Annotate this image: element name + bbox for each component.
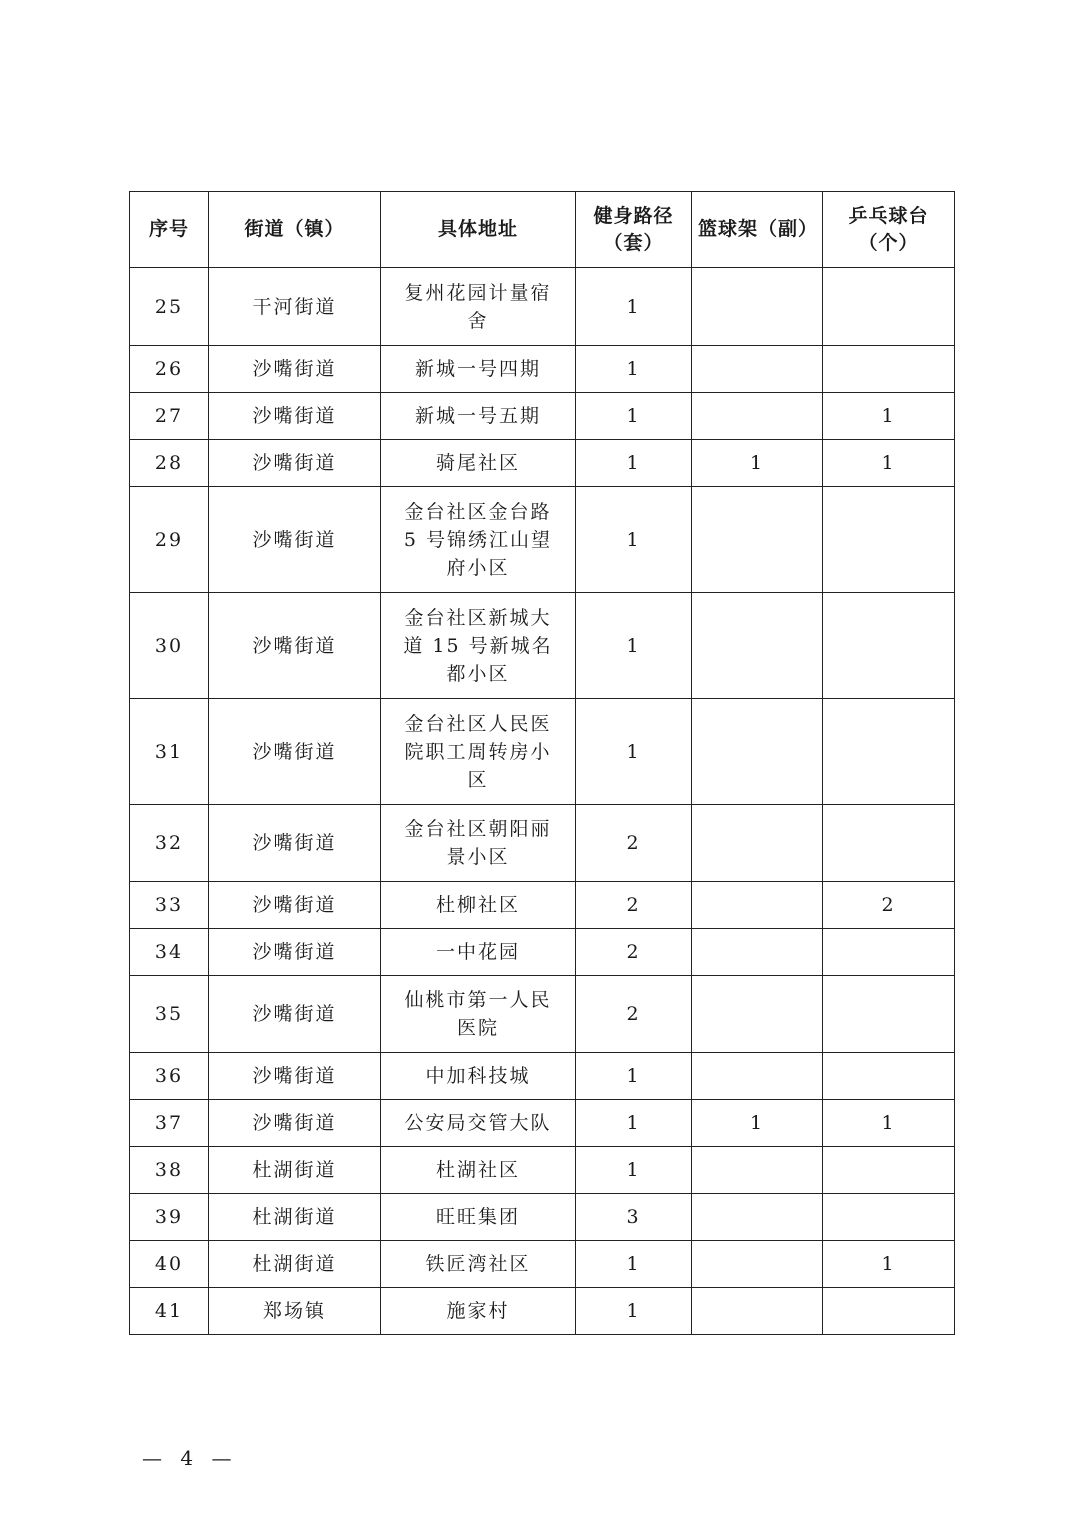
page-number: — 4 — xyxy=(142,1446,238,1470)
cell-basketball xyxy=(692,593,823,699)
cell-address: 金台社区金台路 5 号锦绣江山望府小区 xyxy=(381,487,576,593)
cell-index: 41 xyxy=(130,1288,209,1335)
header-basketball: 篮球架（副） xyxy=(692,192,823,268)
table-row xyxy=(130,268,955,346)
table-header-row xyxy=(130,192,955,268)
cell-basketball xyxy=(692,699,823,805)
cell-index: 28 xyxy=(130,440,209,487)
cell-basketball xyxy=(692,1288,823,1335)
cell-basketball xyxy=(692,1053,823,1100)
cell-pingpong xyxy=(823,699,955,805)
cell-pingpong xyxy=(823,593,955,699)
cell-basketball: 1 xyxy=(692,1100,823,1147)
cell-index: 29 xyxy=(130,487,209,593)
cell-address: 杜湖社区 xyxy=(381,1147,576,1194)
cell-address: 新城一号四期 xyxy=(381,346,576,393)
cell-index: 31 xyxy=(130,699,209,805)
facilities-table xyxy=(129,191,955,1335)
cell-street: 沙嘴街道 xyxy=(209,882,381,929)
cell-fitness: 1 xyxy=(576,1288,692,1335)
cell-address: 复州花园计量宿舍 xyxy=(381,268,576,346)
cell-basketball xyxy=(692,882,823,929)
cell-fitness: 2 xyxy=(576,976,692,1053)
header-index: 序号 xyxy=(130,192,209,268)
cell-fitness: 1 xyxy=(576,487,692,593)
cell-pingpong: 2 xyxy=(823,882,955,929)
cell-pingpong xyxy=(823,929,955,976)
table-row xyxy=(130,699,955,805)
cell-fitness: 1 xyxy=(576,1241,692,1288)
cell-index: 38 xyxy=(130,1147,209,1194)
cell-pingpong xyxy=(823,976,955,1053)
table-row xyxy=(130,487,955,593)
cell-address: 中加科技城 xyxy=(381,1053,576,1100)
cell-basketball xyxy=(692,805,823,882)
table-row xyxy=(130,1241,955,1288)
cell-address: 铁匠湾社区 xyxy=(381,1241,576,1288)
cell-fitness: 1 xyxy=(576,393,692,440)
table-row xyxy=(130,1194,955,1241)
cell-street: 杜湖街道 xyxy=(209,1241,381,1288)
cell-fitness: 1 xyxy=(576,1053,692,1100)
cell-pingpong xyxy=(823,268,955,346)
cell-index: 33 xyxy=(130,882,209,929)
cell-index: 34 xyxy=(130,929,209,976)
cell-pingpong xyxy=(823,1147,955,1194)
cell-fitness: 1 xyxy=(576,346,692,393)
cell-street: 沙嘴街道 xyxy=(209,440,381,487)
cell-fitness: 1 xyxy=(576,268,692,346)
cell-address: 公安局交管大队 xyxy=(381,1100,576,1147)
cell-street: 沙嘴街道 xyxy=(209,929,381,976)
cell-index: 40 xyxy=(130,1241,209,1288)
cell-address: 金台社区新城大道 15 号新城名都小区 xyxy=(381,593,576,699)
cell-street: 沙嘴街道 xyxy=(209,393,381,440)
table-row xyxy=(130,393,955,440)
cell-index: 32 xyxy=(130,805,209,882)
cell-street: 干河街道 xyxy=(209,268,381,346)
cell-basketball xyxy=(692,976,823,1053)
cell-basketball xyxy=(692,487,823,593)
cell-basketball xyxy=(692,346,823,393)
cell-pingpong xyxy=(823,346,955,393)
cell-address: 新城一号五期 xyxy=(381,393,576,440)
cell-address: 杜柳社区 xyxy=(381,882,576,929)
table-row xyxy=(130,1100,955,1147)
cell-fitness: 1 xyxy=(576,440,692,487)
cell-fitness: 1 xyxy=(576,699,692,805)
cell-fitness: 2 xyxy=(576,929,692,976)
cell-address: 金台社区朝阳丽景小区 xyxy=(381,805,576,882)
cell-street: 沙嘴街道 xyxy=(209,1053,381,1100)
cell-street: 沙嘴街道 xyxy=(209,593,381,699)
cell-pingpong: 1 xyxy=(823,393,955,440)
cell-fitness: 1 xyxy=(576,1100,692,1147)
table-row xyxy=(130,882,955,929)
header-address: 具体地址 xyxy=(381,192,576,268)
cell-index: 25 xyxy=(130,268,209,346)
table-row xyxy=(130,440,955,487)
table-row xyxy=(130,346,955,393)
cell-address: 施家村 xyxy=(381,1288,576,1335)
cell-street: 沙嘴街道 xyxy=(209,976,381,1053)
cell-fitness: 1 xyxy=(576,593,692,699)
cell-pingpong: 1 xyxy=(823,1241,955,1288)
cell-pingpong xyxy=(823,1053,955,1100)
table-row xyxy=(130,929,955,976)
cell-pingpong xyxy=(823,487,955,593)
cell-street: 沙嘴街道 xyxy=(209,699,381,805)
cell-address: 金台社区人民医院职工周转房小区 xyxy=(381,699,576,805)
cell-pingpong xyxy=(823,1288,955,1335)
cell-basketball xyxy=(692,1147,823,1194)
cell-address: 旺旺集团 xyxy=(381,1194,576,1241)
table-row xyxy=(130,593,955,699)
cell-fitness: 3 xyxy=(576,1194,692,1241)
table-row xyxy=(130,976,955,1053)
cell-basketball: 1 xyxy=(692,440,823,487)
cell-street: 沙嘴街道 xyxy=(209,346,381,393)
cell-pingpong xyxy=(823,1194,955,1241)
cell-address: 骑尾社区 xyxy=(381,440,576,487)
header-pingpong: 乒乓球台（个） xyxy=(823,192,955,268)
table-row xyxy=(130,1147,955,1194)
cell-street: 杜湖街道 xyxy=(209,1194,381,1241)
cell-street: 杜湖街道 xyxy=(209,1147,381,1194)
cell-pingpong: 1 xyxy=(823,1100,955,1147)
header-street: 街道（镇） xyxy=(209,192,381,268)
cell-basketball xyxy=(692,1241,823,1288)
cell-pingpong xyxy=(823,805,955,882)
table-row xyxy=(130,1288,955,1335)
cell-index: 30 xyxy=(130,593,209,699)
header-fitness: 健身路径（套） xyxy=(576,192,692,268)
cell-fitness: 2 xyxy=(576,805,692,882)
cell-basketball xyxy=(692,929,823,976)
cell-fitness: 2 xyxy=(576,882,692,929)
table-row xyxy=(130,1053,955,1100)
cell-street: 郑场镇 xyxy=(209,1288,381,1335)
cell-fitness: 1 xyxy=(576,1147,692,1194)
cell-index: 39 xyxy=(130,1194,209,1241)
cell-index: 37 xyxy=(130,1100,209,1147)
cell-basketball xyxy=(692,268,823,346)
cell-pingpong: 1 xyxy=(823,440,955,487)
cell-index: 27 xyxy=(130,393,209,440)
cell-index: 35 xyxy=(130,976,209,1053)
table-body xyxy=(130,268,955,1335)
cell-index: 36 xyxy=(130,1053,209,1100)
cell-basketball xyxy=(692,393,823,440)
cell-street: 沙嘴街道 xyxy=(209,1100,381,1147)
cell-street: 沙嘴街道 xyxy=(209,487,381,593)
cell-street: 沙嘴街道 xyxy=(209,805,381,882)
cell-address: 一中花园 xyxy=(381,929,576,976)
cell-index: 26 xyxy=(130,346,209,393)
cell-basketball xyxy=(692,1194,823,1241)
cell-address: 仙桃市第一人民医院 xyxy=(381,976,576,1053)
table-row xyxy=(130,805,955,882)
